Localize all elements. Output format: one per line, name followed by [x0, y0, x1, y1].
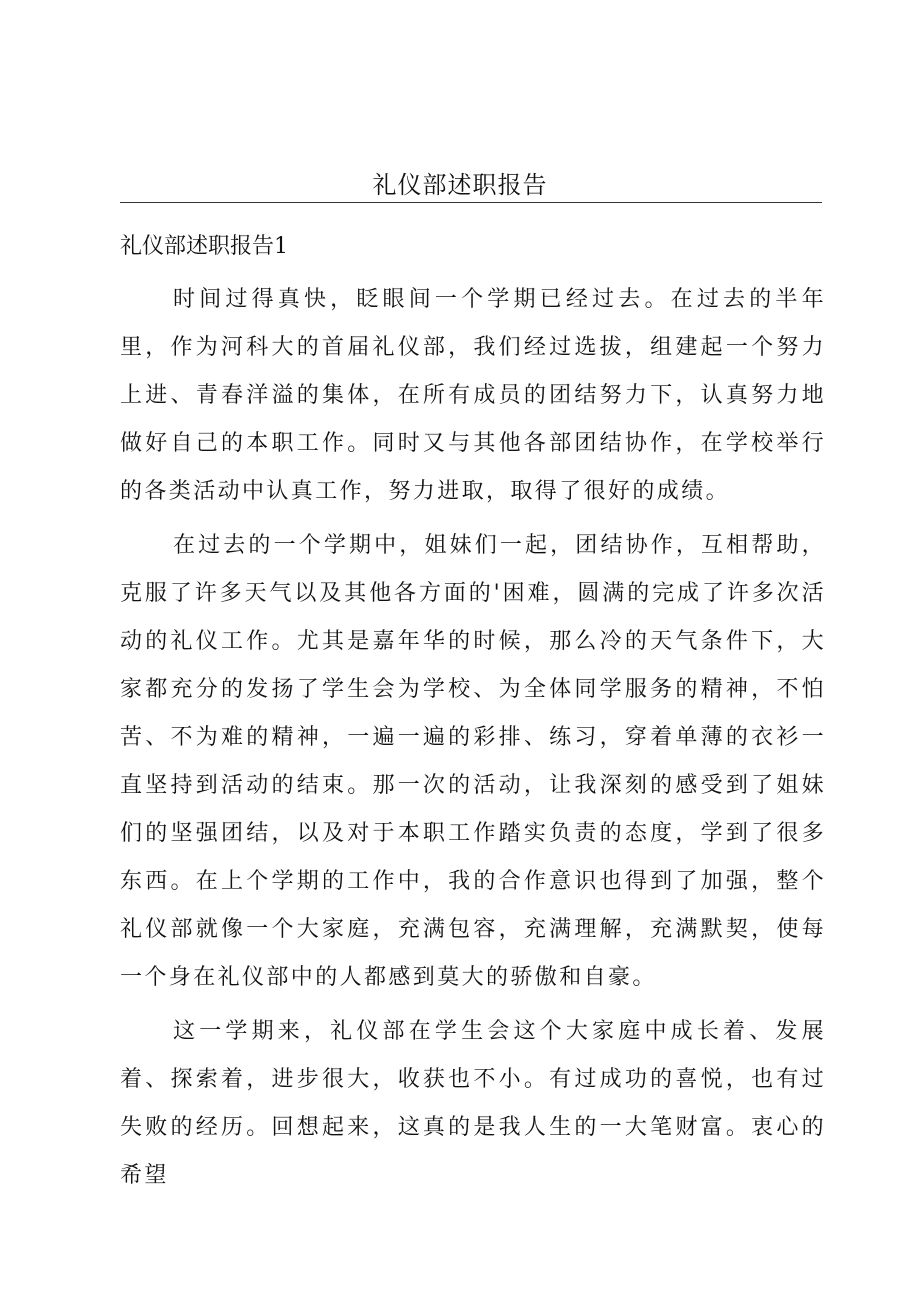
section-heading: 礼仪部述职报告1: [120, 234, 288, 259]
title-underline: [120, 202, 822, 203]
paragraph-1: 时间过得真快，眨眼间一个学期已经过去。在过去的半年里，作为河科大的首届礼仪部，我们经过选拔，组建起一个努力上进、青春洋溢的集体，在所有成员的团结努力下，认真努力地做好自己的本职工作。同时又与其他各部团结协作，在学校举行的各类活动中认真工作，努力进取，取得了很好的成绩。: [120, 287, 826, 504]
document-title: 礼仪部述职报告: [372, 171, 548, 199]
document-body: [120, 276, 826, 1206]
paragraph-3: 这一学期来，礼仪部在学生会这个大家庭中成长着、发展着、探索着，进步很大，收获也不小。有过成功的喜悦，也有过失败的经历。回想起来，这真的是我人生的一大笔财富。衷心的希望: [120, 1019, 826, 1188]
paragraph-2: 在过去的一个学期中，姐妹们一起，团结协作，互相帮助，克服了许多天气以及其他各方面的'困难，圆满的完成了许多次活动的礼仪工作。尤其是嘉年华的时候，那么冷的天气条件下，大家都充分的发扬了学生会为学校、为全体同学服务的精神，不怕苦、不为难的精神，一遍一遍的彩排、练习，穿着单薄的衣衫一直坚持到活动的结束。那一次的活动，让我深刻的感受到了姐妹们的坚强团结，以及对于本职工作踏实负责的态度，学到了很多东西。在上个学期的工作中，我的合作意识也得到了加强，整个礼仪部就像一个大家庭，充满包容，充满理解，充满默契，使每一个身在礼仪部中的人都感到莫大的骄傲和自豪。: [120, 533, 826, 990]
